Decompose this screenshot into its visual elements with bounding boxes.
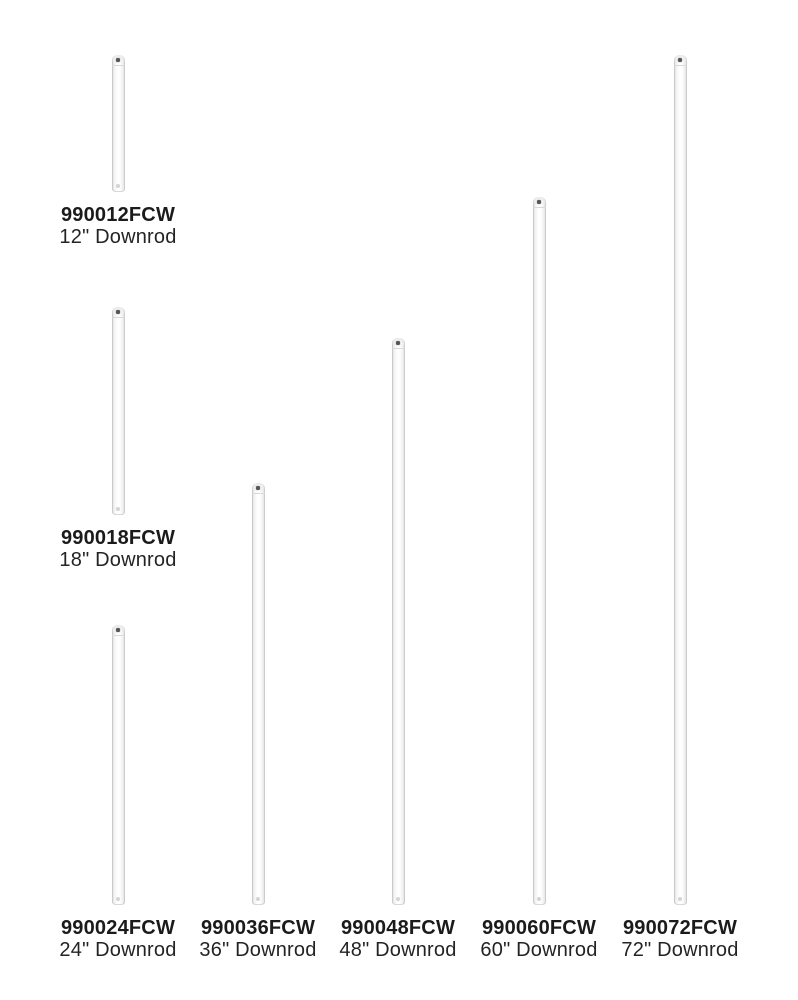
- downrod-graphic: [674, 55, 687, 905]
- product-item-36in-downrod: [178, 483, 338, 961]
- product-sku: 990012FCW: [60, 204, 176, 226]
- product-name: 72" Downrod: [621, 939, 739, 961]
- product-item-72in-downrod: [600, 55, 760, 961]
- product-name: 36" Downrod: [199, 939, 317, 961]
- downrod-graphic: [392, 338, 405, 905]
- rod-top-hole: [116, 310, 120, 314]
- rod-bottom-hole: [116, 184, 120, 188]
- product-sku: 990060FCW: [481, 917, 597, 939]
- product-name: 12" Downrod: [59, 226, 177, 248]
- product-label: [480, 917, 597, 961]
- product-item-12in-downrod: [38, 55, 198, 248]
- rod-bottom-hole: [116, 507, 120, 511]
- product-label: [59, 917, 176, 961]
- product-label: [59, 204, 176, 248]
- product-item-18in-downrod: [38, 307, 198, 571]
- rod-top-hole: [396, 341, 400, 345]
- downrod-graphic: [112, 307, 125, 515]
- downrod-graphic: [533, 197, 546, 905]
- rod-top-hole: [256, 486, 260, 490]
- product-name: 18" Downrod: [59, 549, 177, 571]
- rod-top-hole: [116, 628, 120, 632]
- product-item-24in-downrod: [38, 625, 198, 961]
- product-name: 24" Downrod: [59, 939, 177, 961]
- product-label: [339, 917, 456, 961]
- rod-bottom-hole: [396, 897, 400, 901]
- rod-bottom-hole: [116, 897, 120, 901]
- rod-top-hole: [116, 58, 120, 62]
- product-sku: 990024FCW: [60, 917, 176, 939]
- product-item-48in-downrod: [318, 338, 478, 961]
- rod-bottom-hole: [537, 897, 541, 901]
- product-sku: 990072FCW: [622, 917, 738, 939]
- rod-top-hole: [537, 200, 541, 204]
- product-item-60in-downrod: [459, 197, 619, 961]
- downrod-graphic: [112, 625, 125, 905]
- rod-bottom-hole: [256, 897, 260, 901]
- rod-bottom-hole: [678, 897, 682, 901]
- rod-top-hole: [678, 58, 682, 62]
- product-label: [621, 917, 738, 961]
- product-name: 60" Downrod: [480, 939, 598, 961]
- product-label: [199, 917, 316, 961]
- product-sku: 990018FCW: [60, 527, 176, 549]
- product-sku: 990036FCW: [200, 917, 316, 939]
- product-label: [59, 527, 176, 571]
- downrod-graphic: [112, 55, 125, 192]
- product-name: 48" Downrod: [339, 939, 457, 961]
- product-sku: 990048FCW: [340, 917, 456, 939]
- downrod-graphic: [252, 483, 265, 905]
